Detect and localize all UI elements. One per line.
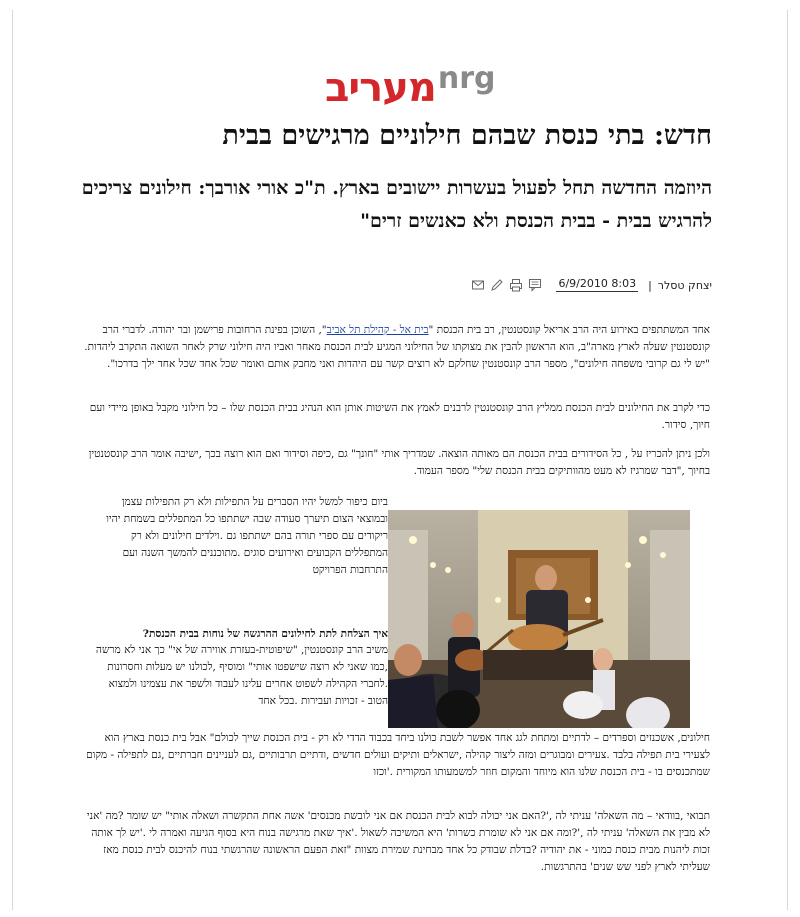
article-paragraph-2: כדי לקרב את החילונים לבית הכנסת ממליץ הרב קונסטנטין לרבנים לאמץ את השיטות אותן הוא הנהיג בבית הכנסת שלו – כל חילוני מקבל באופן מיידי ועם חיוך, סידור. [89, 402, 710, 431]
edit-icon[interactable] [490, 278, 504, 292]
logo-latin: nrg [437, 61, 496, 96]
article-tools [471, 278, 542, 292]
email-icon[interactable] [471, 278, 485, 292]
logo-hebrew: מעריב [325, 65, 436, 111]
meta-separator: | [648, 279, 652, 292]
article-headline: חדש: בתי כנסת שבהם חילוניים מרגישים בבית [222, 120, 712, 151]
article-meta [412, 270, 712, 292]
article-paragraph-4: ביום כיפור למשל יהיו הסברים על התפילות ולא רק התפילות עצמן ובמוצאי הצום תיערך סעודה שבה ישתתפו כל המתפללים בשמחת יהיו ריקודים עם ספרי תורה בהם ישתתפו גם .וילדים חילונים ולא רק המתפללים הקבועים ואירועים סוגים .מתוכננים להמשך השנה ועם התרחבות הפרויקט [106, 496, 388, 576]
article-paragraph-3: ולכן ניתן להכריז על , כל הסידורים בבית הכנסת הם מאותה הוצאה. שמדריך אותי "חונך" גם ,כיפה וסידור ואם הוא רוצה בכך ,ישיבה אומר הרב קונסטנטין בחיוך ,"דבר שמרגיז לא מעט מהוותיקים בבית הכנסת שלי" מספר העמוד. [88, 448, 710, 477]
article-paragraph-6: חילונים, אשכנזים וספרדים – לדתיים ומתחת לגג אחד אפשר לשבת כולנו ביחד בכבוד הדדי לא רק - בית הכנסת שייך לכולם" אבל בית כנסת בארץ הוא לצעירי בית תפילה בלבד .צעירים ומבוגרים ומזה ליצור קהילה ,ישראלים ותיקים ועולים חדשים ,ודתיים תרבותיים ,גם לעניינים חברתיים ,גם לתפילה - מקום שמתכנסים בו - בית הכנסת שלנו הוא מיוחד והמקום חוזר למשמעותו המקורית .'וכזו [86, 732, 710, 778]
interview-question: איך הצלחת לתת לחילונים ההרגשה של נוחות בבית הכנסת? [142, 628, 388, 640]
publish-date: 8:03 6/9/2010 [558, 277, 637, 290]
article-paragraph-1 [80, 322, 710, 373]
author-name[interactable]: יצחק טסלר [657, 279, 712, 292]
print-icon[interactable] [509, 278, 523, 292]
congregation-link[interactable]: בית אל - קהילת תל אביב [326, 324, 429, 336]
article-photo [388, 510, 690, 728]
paragraph-text: אחד המשתתפים באירוע היה הרב אריאל קונסטנטין, רב בית הכנסת " [428, 324, 710, 336]
site-logo[interactable] [325, 61, 525, 111]
article-paragraph-5: משיב הרב קונסטנטין, "שיפוטית-בעזרת אווירה של אי" כך אני לא מרשה ,כמו שאני לא רוצה שישפטו אותי" ומוסיף ,לכולנו יש מעלות וחסרונות .לחברי הקהילה לשפוט אחרים עלינו לעבוד ולשפר את עצמינו ולמצוא הטוב - זכויות ועבירות .בכל אחד [95, 644, 388, 707]
comment-icon[interactable] [528, 278, 542, 292]
paragraph-text: ", השוכן בפינת הרחובות פרישמן ובר יהודה. לדברי הרב קונסטנטין שעלה לארץ מארה"ב, הוא הראשון להבין את מצוקתו של החילוני המגיע לבית הכנסת מאחר ואביו היה חילוני שרק לאחר השואה התקרב ליהדות. "יש לי גם קרובי משפחה חילונים", מספר הרב קונסטנטין שחלקם לא רוצים קשר עם היהדות ואני מחבק אותם ואומר שכל אחד שכל אחד ילך בדרכו". [84, 324, 710, 370]
article-subhead: היוזמה החדשה תחל לפעול בעשרות יישובים בארץ. ת"כ אורי אורבך: חילונים צריכים להרגיש בבית - בבית הכנסת ולא כאנשים זרים" [81, 177, 712, 232]
article-paragraph-7: תבואי ,בוודאי – מה השאלה' עניתי לה ,'?האם אני יכולה לבוא לבית הכנסת אם אני לובשת מכנסים' אשה אחת התקשרה ושאלה אותי" יש שומר ?מה 'אני לא מבין את השאלה' עניתי לה ,'?ומה אם אני לא שומרת כשרות' היא המשיכה לשאול .'איך שאת מרגישה בנוח היא בסוף הגיעה ואמרה לי .'יש לך אותה זכות ליהנות מבית כנסת כמוני - את יהודיה ?בדלת שבודק כל אחד מבחינת שמירת מצוות "זאת הפעם הראשונה שהרגשתי בנוח להיכנס לבית כנסת מאז שעליתי לארץ לפני שש שנים' בהתרגשות. [86, 810, 710, 873]
